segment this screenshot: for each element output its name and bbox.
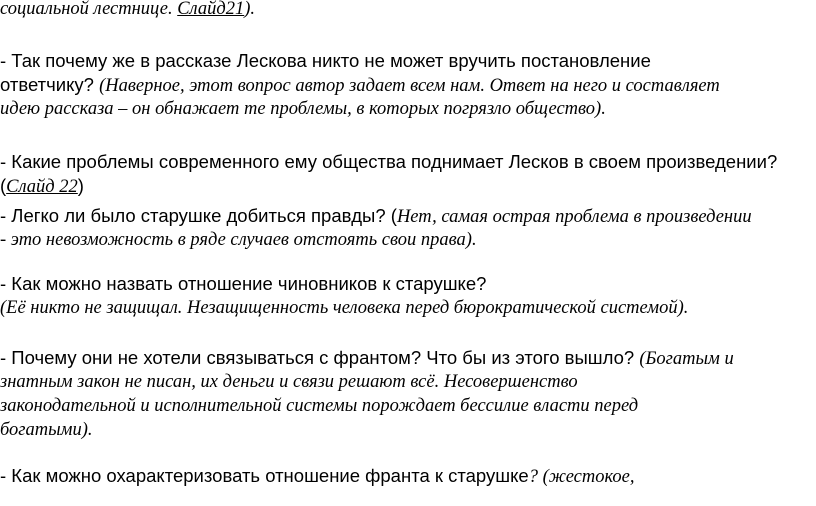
question-line — [0, 346, 734, 371]
answer-line — [0, 418, 93, 442]
question-line — [0, 150, 777, 175]
answer-text: (Наверное, этот вопрос автор задает всем нам. Ответ на него и составляет — [99, 76, 720, 96]
question-line — [0, 204, 752, 229]
slide-reference: Слайд21 — [177, 0, 245, 19]
answer-line — [0, 394, 638, 418]
question-line — [0, 73, 720, 98]
answer-text: (Её никто не защищал. Незащищенность человека перед бюрократической системой). — [0, 298, 689, 318]
text-line — [0, 0, 255, 21]
text-fragment: ( — [0, 175, 7, 196]
answer-line — [0, 97, 606, 121]
question-text: - Какие проблемы современного ему общества поднимает Лесков в своем произведении? — [0, 151, 778, 172]
answer-text: идею рассказа – он обнажает те проблемы, в которых погрязло общество). — [0, 99, 606, 119]
question-text: - Как можно назвать отношение чиновников к старушке? — [0, 273, 487, 294]
answer-text: ? (жестокое, — [528, 467, 635, 487]
question-text: - Почему они не хотели связываться с франтом? Что бы из этого вышло? — [0, 347, 640, 368]
question-text: - Легко ли было старушке добиться правды? ( — [0, 205, 397, 226]
answer-text: законодательной и исполнительной системы порождает бессилие власти перед — [0, 396, 639, 416]
text-fragment: ) — [77, 175, 84, 196]
answer-line — [0, 228, 477, 252]
question-line — [0, 272, 486, 296]
answer-text: Нет, самая острая проблема в произведении — [396, 207, 752, 227]
slide-reference: Слайд 22 — [6, 177, 78, 197]
answer-line — [0, 370, 578, 394]
text-fragment: ). — [244, 0, 256, 19]
answer-text: богатыми). — [0, 420, 93, 440]
question-line — [0, 49, 651, 73]
question-text: - Так почему же в рассказе Лескова никто не может вручить постановление — [0, 50, 651, 71]
text-fragment: социальной лестнице. — [0, 0, 178, 19]
answer-text: знатным закон не писан, их деньги и связи решают всё. Несовершенство — [0, 372, 578, 392]
question-line — [0, 174, 84, 199]
answer-text: - это невозможность в ряде случаев отстоять свои права). — [0, 230, 477, 250]
question-text: ответчику? — [0, 74, 100, 95]
answer-text: (Богатым и — [639, 349, 734, 369]
question-line — [0, 464, 635, 489]
answer-line — [0, 296, 688, 320]
question-text: - Как можно охарактеризовать отношение франта к старушке — [0, 465, 529, 486]
